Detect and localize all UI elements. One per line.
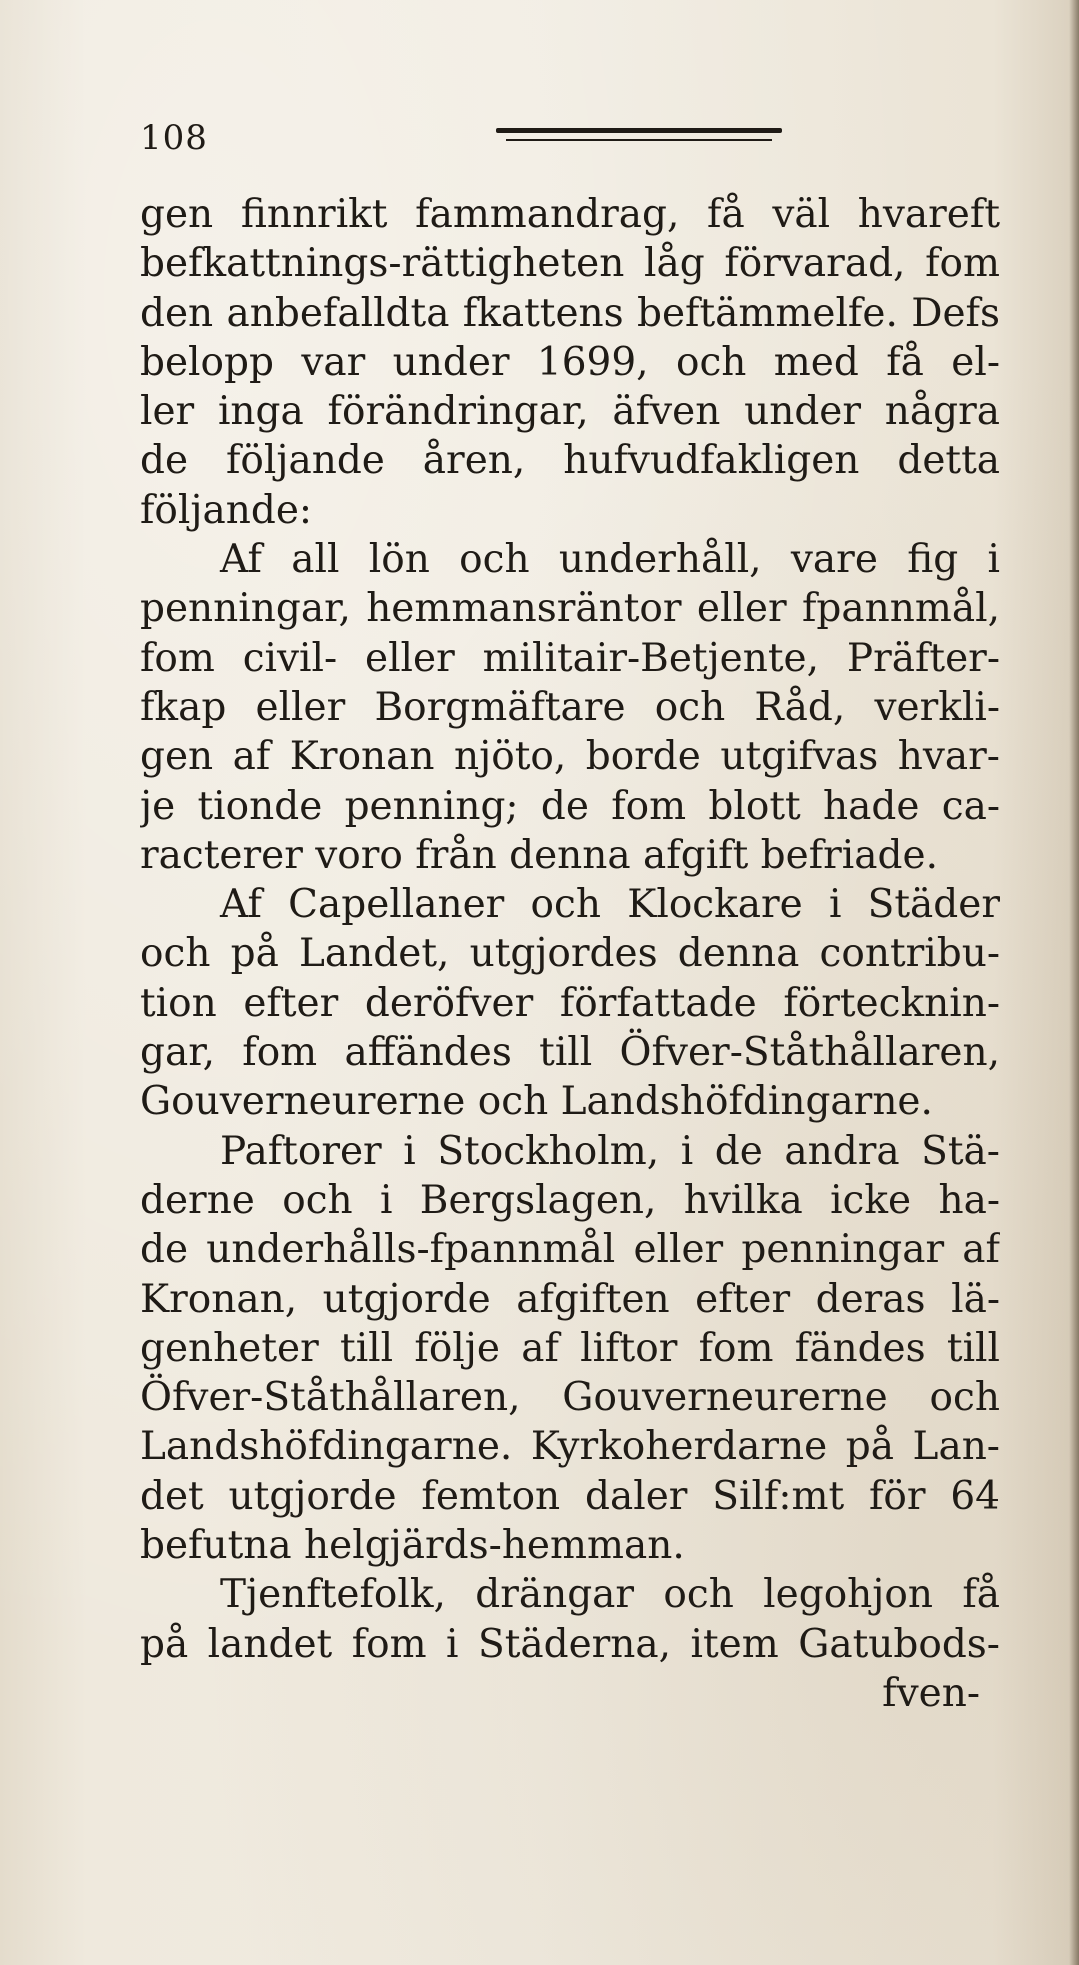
text-line: följande:	[140, 487, 313, 533]
text-line: genheter till följe af liftor fom fändes till	[140, 1325, 1000, 1371]
catchword: fven-	[882, 1670, 980, 1716]
header-ornament-rule	[496, 128, 782, 148]
text-line: på landet fom i Städerna, item Gatubods-	[140, 1621, 1000, 1667]
text-line: racterer voro från denna afgift befriade.	[140, 832, 938, 878]
page-header	[140, 118, 1000, 168]
page-edge-shadow	[1069, 0, 1079, 1965]
paragraph-first-line: Tjenftefolk, drängar och legohjon få	[220, 1572, 1000, 1618]
text-line: de underhålls-fpannmål eller penningar af	[140, 1227, 1000, 1273]
text-line: och på Landet, utgjordes denna contribu-	[140, 931, 1000, 977]
text-line: Kronan, utgjorde afgiften efter deras lä-	[140, 1276, 1000, 1322]
text-line: ler inga förändringar, äfven under några	[140, 389, 1000, 435]
paragraph-first-line: Af Capellaner och Klockare i Städer	[220, 882, 1000, 928]
paragraph-first-line: Paftorer i Stockholm, i de andra Stä-	[220, 1128, 1000, 1174]
text-line: Öfver-Ståthållaren, Gouverneurerne och	[140, 1375, 1000, 1421]
header-rule-thin	[506, 139, 772, 141]
text-line: penningar, hemmansräntor eller fpannmål,	[140, 586, 1000, 632]
body-text	[140, 190, 1000, 1718]
text-line: je tionde penning; de fom blott hade ca-	[140, 783, 1000, 829]
text-line: befutna helgjärds-hemman.	[140, 1523, 685, 1569]
text-line: den anbefalldta fkattens beftämmelfe. Defs	[140, 290, 1000, 336]
text-line: befkattnings-rättigheten låg förvarad, fom	[140, 241, 1000, 287]
text-line: Landshöfdingarne. Kyrkoherdarne på Lan-	[140, 1424, 1000, 1470]
paragraph-first-line: Af all lön och underhåll, vare fig i	[220, 537, 1000, 583]
text-line: gen finnrikt fammandrag, få väl hvareft	[140, 192, 1000, 237]
page-number: 108	[140, 118, 208, 158]
text-line: tion efter deröfver författade förtecknin-	[140, 980, 1000, 1026]
text-line: Gouverneurerne och Landshöfdingarne.	[140, 1079, 933, 1125]
text-line: gen af Kronan njöto, borde utgifvas hvar-	[140, 734, 1000, 780]
text-line: de följande åren, hufvudfakligen detta	[140, 438, 1000, 484]
text-line: belopp var under 1699, och med få el-	[140, 339, 1000, 385]
text-line: fkap eller Borgmäftare och Råd, verkli-	[140, 684, 1000, 730]
text-line: det utgjorde femton daler Silf:mt för 64	[140, 1473, 1000, 1519]
text-line: derne och i Bergslagen, hvilka icke ha-	[140, 1177, 1000, 1223]
header-rule-thick	[496, 128, 782, 133]
text-line: fom civil- eller militair-Betjente, Präfter-	[140, 635, 1000, 681]
text-line: gar, fom affändes till Öfver-Ståthållaren,	[140, 1030, 1000, 1076]
